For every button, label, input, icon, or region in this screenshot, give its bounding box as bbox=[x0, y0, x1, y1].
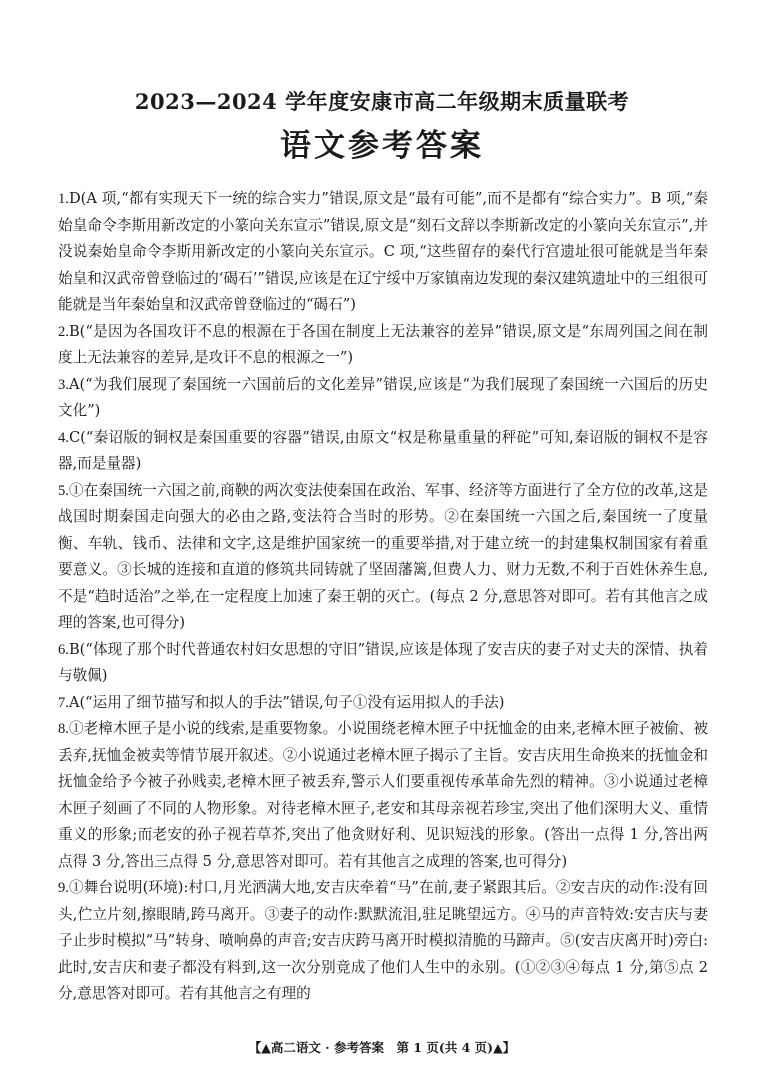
answer-key-title: 语文参考答案 bbox=[280, 128, 484, 164]
answer-text: B(“体现了那个时代普通农村妇女思想的守旧”错误,应该是体现了安吉庆的妻子对丈夫的深情、执着与敬佩) bbox=[58, 640, 708, 684]
answer-item-6 bbox=[58, 637, 708, 690]
answer-number: 3. bbox=[58, 376, 69, 393]
answer-text: A(“运用了细节描写和拟人的手法”错误,句子①没有运用拟人的手法) bbox=[68, 693, 505, 711]
answer-text: A(“为我们展现了秦国统一六国前后的文化差异”错误,应该是“为我们展现了秦国统一六国后的历史文化”) bbox=[58, 375, 708, 419]
page-footer: 【▲高二语文 · 参考答案 第 1 页(共 4 页)▲】 bbox=[248, 1040, 516, 1055]
answer-text: C(“秦诏版的铜权是秦国重要的容器”错误,由原文“权是称量重量的秤砣”可知,秦诏版的铜权不是容器,而是量器) bbox=[58, 428, 708, 472]
answer-item-2 bbox=[58, 319, 708, 372]
answer-item-1 bbox=[58, 186, 708, 319]
answer-number: 9. bbox=[58, 880, 69, 896]
answer-number: 6. bbox=[58, 641, 69, 658]
answer-text: B(“是因为各国攻讦不息的根源在于各国在制度上无法兼容的差异”错误,原文是“东周列国之间在制度上无法兼容的差异,是攻讦不息的根源之一”) bbox=[58, 322, 708, 366]
answer-text: D(A 项,“都有实现天下一统的综合实力”错误,原文是“最有可能”,而不是都有“综合实力”。B 项,“秦始皇命令李斯用新改定的小篆向关东宣示”错误,原文是“刻石文辞以李斯新改定的小篆向关东宣示”,并没说秦始皇命令李斯用新改定的小篆向关东宣示。C 项,“这些留存的秦代行宫遗址很可能就是当年秦始皇和汉武帝曾登临过的‘碣石’”错误,应该是在辽宁绥中万家镇南边发现的秦汉建筑遗址中的三组很可能就是当年秦始皇和汉武帝曾登临过的“碣石”) bbox=[58, 190, 708, 313]
exam-title: 2023—2024 学年度安康市高二年级期末质量联考 bbox=[134, 89, 630, 114]
answer-number: 5. bbox=[58, 482, 69, 499]
answer-item-7 bbox=[58, 690, 708, 717]
answer-item-3 bbox=[58, 372, 708, 425]
answer-text: ①舞台说明(环境):村口,月光洒满大地,安吉庆牵着“马”在前,妻子紧跟其后。②安吉庆的动作:没有回头,伫立片刻,擦眼睛,跨马离开。③妻子的动作:默默流泪,驻足眺望远方。④马的声音特效:安吉庆与妻子止步时模拟“马”转身、喷响鼻的声音;安吉庆跨马离开时模拟清脆的马蹄声。⑤(安吉庆离开时)旁白:此时,安吉庆和妻子都没有料到,这一次分别竟成了他们人生中的永别。(①②③④每点 1 分,第⑤点 2 分,意思答对即可。若有其他言之有理的 bbox=[58, 879, 708, 1002]
answer-number: 7. bbox=[58, 694, 69, 711]
answer-item-4 bbox=[58, 425, 708, 478]
answer-number: 8. bbox=[58, 721, 69, 737]
answer-text: ①老樟木匣子是小说的线索,是重要物象。小说围绕老樟木匣子中抚恤金的由来,老樟木匣子被偷、被丢弃,抚恤金被卖等情节展开叙述。②小说通过老樟木匣子揭示了主旨。安吉庆用生命换来的抚恤金和抚恤金给予今被子孙贱卖,老樟木匣子被丢弃,警示人们要重视传承革命先烈的精神。③小说通过老樟木匣子刻画了不同的人物形象。对待老樟木匣子,老安和其母亲视若珍宝,突出了他们深明大义、重情重义的形象;而老安的孙子视若草芥,突出了他贪财好利、见识短浅的形象。(答出一点得 1 分,答出两点得 3 分,答出三点得 5 分,意思答对即可。若有其他言之成理的答案,也可得分) bbox=[58, 720, 708, 870]
answer-list bbox=[58, 186, 708, 1008]
answer-number: 4. bbox=[58, 429, 69, 446]
answer-item-8 bbox=[58, 716, 708, 875]
answer-item-5 bbox=[58, 478, 708, 637]
answer-number: 2. bbox=[58, 323, 69, 340]
answer-text: ①在秦国统一六国之前,商鞅的两次变法使秦国在政治、军事、经济等方面进行了全方位的改革,这是战国时期秦国走向强大的必由之路,变法符合当时的形势。②在秦国统一六国之后,秦国统一了度量衡、车轨、钱币、法律和文字,这是维护国家统一的重要举措,对于建立统一的封建集权制国家有着重要意义。③长城的连接和直道的修筑共同铸就了坚固藩篱,但费人力、财力无数,不利于百姓休养生息,不是“趋时适治”之举,在一定程度上加速了秦王朝的灭亡。(每点 2 分,意思答对即可。若有其他言之成理的答案,也可得分) bbox=[58, 481, 708, 631]
answer-item-9 bbox=[58, 875, 708, 1008]
answer-number: 1. bbox=[58, 191, 69, 207]
